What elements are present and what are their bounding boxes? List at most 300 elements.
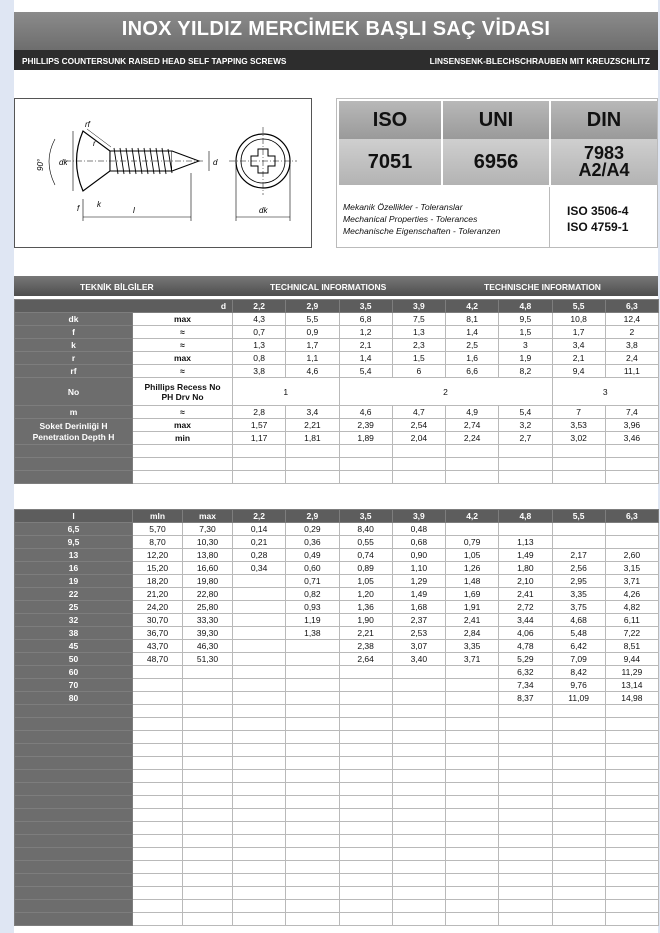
table-cell: 1,4 (446, 326, 499, 339)
length-label: 9,5 (15, 536, 133, 549)
table-cell (183, 692, 233, 705)
std-din-head: DIN (551, 101, 657, 139)
table-cell: 2,84 (446, 627, 499, 640)
table-cell (339, 900, 392, 913)
table-cell (286, 640, 339, 653)
length-label (15, 757, 133, 770)
prop-line-en: Mechanical Properties - Tolerances (343, 214, 478, 224)
table-cell (446, 692, 499, 705)
table-cell (392, 874, 445, 887)
table-cell (133, 744, 183, 757)
table-cell (392, 445, 445, 458)
table-cell (392, 822, 445, 835)
table-cell: 9,44 (605, 653, 658, 666)
tech-header-row (15, 300, 659, 313)
std-iso-head: ISO (339, 101, 441, 139)
table-cell: 0,7 (233, 326, 286, 339)
table-cell (133, 445, 233, 458)
row-condition: ≈ (133, 406, 233, 419)
subtitle-right: LINSENSENK-BLECHSCHRAUBEN MIT KREUZSCHLITZ (429, 56, 650, 66)
penetration-label: Soket Derinliği H Penetration Depth H (15, 419, 133, 445)
table-cell (552, 718, 605, 731)
standards-box (336, 98, 658, 248)
table-cell (233, 640, 286, 653)
table-cell (286, 679, 339, 692)
table-cell: 2,5 (446, 339, 499, 352)
table-cell (286, 874, 339, 887)
dim-rf-label: rf (85, 120, 90, 129)
table-cell: 6,42 (552, 640, 605, 653)
dim-l-label: l (133, 206, 135, 215)
std-uni-head: UNI (443, 101, 549, 139)
subtitle-left: PHILLIPS COUNTERSUNK RAISED HEAD SELF TAPPING SCREWS (22, 56, 287, 66)
table-cell: 1,05 (446, 549, 499, 562)
table-cell (446, 874, 499, 887)
table-cell (233, 627, 286, 640)
table-cell (605, 887, 658, 900)
size-header: 4,2 (446, 300, 499, 313)
table-cell (392, 705, 445, 718)
table-cell (233, 679, 286, 692)
table-cell (133, 861, 183, 874)
table-cell (133, 705, 183, 718)
table-cell (552, 809, 605, 822)
table-cell (233, 601, 286, 614)
table-cell: 30,70 (133, 614, 183, 627)
table-cell: 2,21 (339, 627, 392, 640)
table-cell: 2,41 (446, 614, 499, 627)
length-label (15, 848, 133, 861)
table-cell: 33,30 (183, 614, 233, 627)
table-cell (392, 471, 445, 484)
table-cell (339, 913, 392, 926)
table-cell (605, 458, 658, 471)
length-empty-row (15, 835, 659, 848)
table-cell: 1,2 (339, 326, 392, 339)
table-cell (446, 861, 499, 874)
table-cell (446, 458, 499, 471)
table-cell: 3,40 (392, 653, 445, 666)
table-cell: 8,1 (446, 313, 499, 326)
length-row (15, 614, 659, 627)
table-cell: 0,36 (286, 536, 339, 549)
table-cell: 3,02 (552, 432, 605, 445)
table-cell (133, 913, 183, 926)
table-cell (286, 770, 339, 783)
table-cell: 15,20 (133, 562, 183, 575)
table-cell (499, 796, 552, 809)
table-cell: 2,37 (392, 614, 445, 627)
table-cell (233, 718, 286, 731)
table-cell: 1,57 (233, 419, 286, 432)
table-cell: 1,17 (233, 432, 286, 445)
property-standards (567, 203, 628, 235)
length-label (15, 731, 133, 744)
dim-r-label: r (93, 139, 96, 148)
table-cell: 2,64 (339, 653, 392, 666)
table-cell (339, 796, 392, 809)
row-label: f (15, 326, 133, 339)
table-cell: 2 (605, 326, 658, 339)
table-cell: 6,32 (499, 666, 552, 679)
table-cell (183, 705, 233, 718)
table-cell (233, 471, 286, 484)
table-cell: 2,60 (605, 549, 658, 562)
table-cell (133, 458, 233, 471)
table-cell: 0,21 (233, 536, 286, 549)
table-cell: 25,80 (183, 601, 233, 614)
table-cell (446, 718, 499, 731)
table-cell (552, 796, 605, 809)
table-cell (499, 458, 552, 471)
prop-line-tr: Mekanik Özellikler - Toleranslar (343, 202, 463, 212)
table-cell: 4,68 (552, 614, 605, 627)
table-cell (605, 783, 658, 796)
table-cell: 0,48 (392, 523, 445, 536)
table-cell (339, 679, 392, 692)
table-cell (286, 471, 339, 484)
tech-row-dk (15, 313, 659, 326)
length-label (15, 796, 133, 809)
length-label (15, 861, 133, 874)
table-cell (392, 900, 445, 913)
table-cell (233, 887, 286, 900)
tech-row-pen-max (15, 419, 659, 432)
table-cell (133, 835, 183, 848)
table-cell: 2,1 (339, 339, 392, 352)
table-cell: 1,10 (392, 562, 445, 575)
table-cell (392, 666, 445, 679)
table-cell (499, 848, 552, 861)
table-cell: 12,20 (133, 549, 183, 562)
table-cell (286, 666, 339, 679)
row-condition: max (133, 313, 233, 326)
length-header: 4,8 (499, 510, 552, 523)
table-cell (286, 653, 339, 666)
table-cell: 13,14 (605, 679, 658, 692)
table-cell (499, 822, 552, 835)
table-cell (605, 900, 658, 913)
table-cell (233, 796, 286, 809)
table-cell (233, 822, 286, 835)
length-row (15, 549, 659, 562)
table-cell: 7 (552, 406, 605, 419)
table-cell: 6,6 (446, 365, 499, 378)
table-cell (552, 523, 605, 536)
table-cell: 13,80 (183, 549, 233, 562)
table-cell (233, 861, 286, 874)
table-cell (286, 848, 339, 861)
tech-row-rf (15, 365, 659, 378)
table-cell: 8,37 (499, 692, 552, 705)
table-cell: 2,3 (392, 339, 445, 352)
table-cell: 2,4 (605, 352, 658, 365)
table-cell: 11,09 (552, 692, 605, 705)
table-cell (446, 887, 499, 900)
dim-dk-label: dk (59, 158, 68, 167)
table-cell: 7,34 (499, 679, 552, 692)
table-cell (446, 783, 499, 796)
length-label: 16 (15, 562, 133, 575)
tech-header-en: TECHNICAL INFORMATIONS (270, 282, 387, 292)
table-cell: 3,71 (446, 653, 499, 666)
table-cell (499, 744, 552, 757)
tech-header-tr: TEKNİK BİLGİLER (80, 282, 154, 292)
table-cell (552, 822, 605, 835)
row-label (15, 458, 133, 471)
table-cell (605, 796, 658, 809)
table-cell: 2,95 (552, 575, 605, 588)
length-label: 70 (15, 679, 133, 692)
row-label (15, 471, 133, 484)
size-header: 6,3 (605, 300, 658, 313)
table-cell (233, 614, 286, 627)
table-cell: 3,46 (605, 432, 658, 445)
table-cell (286, 731, 339, 744)
table-cell (605, 809, 658, 822)
table-cell (446, 705, 499, 718)
table-cell: 3,96 (605, 419, 658, 432)
tech-row-m (15, 406, 659, 419)
table-cell (552, 835, 605, 848)
prop-std-2: ISO 4759-1 (567, 220, 629, 234)
table-cell (133, 848, 183, 861)
table-cell (605, 445, 658, 458)
table-cell: 3,35 (552, 588, 605, 601)
length-label (15, 822, 133, 835)
table-cell (392, 744, 445, 757)
table-cell: 2,54 (392, 419, 445, 432)
length-row (15, 588, 659, 601)
length-label: 6,5 (15, 523, 133, 536)
length-header: 4,2 (446, 510, 499, 523)
table-cell: 2,74 (446, 419, 499, 432)
dim-90-label: 90° (36, 158, 45, 171)
table-cell (183, 913, 233, 926)
table-cell (233, 588, 286, 601)
table-cell (183, 861, 233, 874)
length-empty-row (15, 900, 659, 913)
table-cell: 1,7 (552, 326, 605, 339)
length-empty-row (15, 809, 659, 822)
length-empty-row (15, 848, 659, 861)
table-cell (233, 783, 286, 796)
length-label (15, 718, 133, 731)
table-cell (339, 848, 392, 861)
length-label: 38 (15, 627, 133, 640)
table-cell: 0,60 (286, 562, 339, 575)
table-cell (552, 445, 605, 458)
table-cell (552, 874, 605, 887)
table-cell (339, 692, 392, 705)
table-cell: 9,76 (552, 679, 605, 692)
table-cell (499, 913, 552, 926)
table-cell: 4,9 (446, 406, 499, 419)
table-cell: 11,1 (605, 365, 658, 378)
table-cell (392, 796, 445, 809)
table-cell: 46,30 (183, 640, 233, 653)
std-uni-value: 6956 (443, 139, 549, 185)
table-cell: 6 (392, 365, 445, 378)
table-cell: 5,4 (339, 365, 392, 378)
recess-group-2: 2 (339, 378, 552, 406)
table-cell: 1,13 (499, 536, 552, 549)
row-condition: ≈ (133, 326, 233, 339)
length-label: 45 (15, 640, 133, 653)
tech-empty-row (15, 458, 659, 471)
row-condition: ≈ (133, 365, 233, 378)
table-cell (552, 887, 605, 900)
table-cell (392, 848, 445, 861)
table-cell (286, 718, 339, 731)
table-cell (392, 770, 445, 783)
table-cell (286, 809, 339, 822)
table-cell (499, 445, 552, 458)
table-cell: 5,29 (499, 653, 552, 666)
table-cell: 1,5 (499, 326, 552, 339)
length-label: 50 (15, 653, 133, 666)
table-cell (233, 705, 286, 718)
subtitle-bar (14, 50, 658, 70)
table-cell (133, 809, 183, 822)
table-cell: 9,4 (552, 365, 605, 378)
table-cell: 1,48 (446, 575, 499, 588)
table-cell (133, 874, 183, 887)
table-cell (183, 679, 233, 692)
table-cell (133, 783, 183, 796)
table-cell: 8,42 (552, 666, 605, 679)
table-cell: 1,3 (392, 326, 445, 339)
table-cell: 10,8 (552, 313, 605, 326)
length-header: 5,5 (552, 510, 605, 523)
table-cell: 5,70 (133, 523, 183, 536)
length-label: 60 (15, 666, 133, 679)
table-cell (392, 718, 445, 731)
dim-d-label: d (213, 158, 218, 167)
table-cell: 3,2 (499, 419, 552, 432)
table-cell (286, 458, 339, 471)
table-cell (233, 458, 286, 471)
table-cell (605, 835, 658, 848)
table-cell (233, 744, 286, 757)
table-cell (605, 770, 658, 783)
table-cell (339, 861, 392, 874)
table-cell (552, 770, 605, 783)
table-cell (233, 900, 286, 913)
row-label: r (15, 352, 133, 365)
tech-row-recess (15, 378, 659, 406)
dim-k-label: k (97, 200, 101, 209)
table-cell (286, 822, 339, 835)
table-cell: 1,9 (499, 352, 552, 365)
table-cell: 0,90 (392, 549, 445, 562)
table-cell (183, 783, 233, 796)
table-cell (499, 523, 552, 536)
table-cell (339, 874, 392, 887)
size-header: 3,9 (392, 300, 445, 313)
datasheet-page (14, 0, 658, 933)
table-cell: 2,10 (499, 575, 552, 588)
length-row (15, 692, 659, 705)
table-cell: 6,8 (339, 313, 392, 326)
table-cell: 24,20 (133, 601, 183, 614)
table-cell (233, 692, 286, 705)
table-cell (605, 757, 658, 770)
table-cell: 16,60 (183, 562, 233, 575)
length-header: max (183, 510, 233, 523)
screw-drawing (15, 99, 311, 247)
table-cell: 1,7 (286, 339, 339, 352)
table-cell (286, 757, 339, 770)
table-cell (552, 536, 605, 549)
table-cell (446, 913, 499, 926)
table-cell: 0,55 (339, 536, 392, 549)
table-cell (286, 445, 339, 458)
table-cell: 3,71 (605, 575, 658, 588)
table-cell (446, 822, 499, 835)
table-cell (552, 731, 605, 744)
row-condition: min (133, 432, 233, 445)
length-table (14, 509, 659, 926)
table-cell: 1,36 (339, 601, 392, 614)
table-cell: 8,2 (499, 365, 552, 378)
length-empty-row (15, 861, 659, 874)
table-cell (183, 796, 233, 809)
tech-table (14, 299, 659, 484)
table-cell: 1,68 (392, 601, 445, 614)
table-cell: 39,30 (183, 627, 233, 640)
table-cell (446, 731, 499, 744)
length-label: 80 (15, 692, 133, 705)
length-header: 2,2 (233, 510, 286, 523)
recess-condition: Phillips Recess No PH Drv No (133, 378, 233, 406)
table-cell: 2,38 (339, 640, 392, 653)
table-cell (286, 783, 339, 796)
table-cell: 36,70 (133, 627, 183, 640)
table-cell (286, 692, 339, 705)
recess-label: No (15, 378, 133, 406)
table-cell (392, 887, 445, 900)
table-cell: 3,44 (499, 614, 552, 627)
table-cell (339, 445, 392, 458)
table-cell (286, 887, 339, 900)
tech-empty-row (15, 471, 659, 484)
length-empty-row (15, 913, 659, 926)
length-label (15, 887, 133, 900)
table-cell (339, 705, 392, 718)
table-cell (233, 731, 286, 744)
size-header: 2,9 (286, 300, 339, 313)
table-cell: 3 (499, 339, 552, 352)
table-cell (446, 445, 499, 458)
table-cell (233, 848, 286, 861)
table-cell: 7,30 (183, 523, 233, 536)
table-cell (499, 757, 552, 770)
length-header: 3,5 (339, 510, 392, 523)
table-cell: 3,8 (233, 365, 286, 378)
table-cell (233, 913, 286, 926)
table-cell (446, 744, 499, 757)
table-cell: 6,11 (605, 614, 658, 627)
row-label: dk (15, 313, 133, 326)
table-cell: 0,8 (233, 352, 286, 365)
table-cell: 3,4 (286, 406, 339, 419)
dim-f-label: f (77, 204, 80, 213)
table-cell: 3,07 (392, 640, 445, 653)
table-cell: 0,79 (446, 536, 499, 549)
table-cell (446, 666, 499, 679)
table-cell: 1,6 (446, 352, 499, 365)
